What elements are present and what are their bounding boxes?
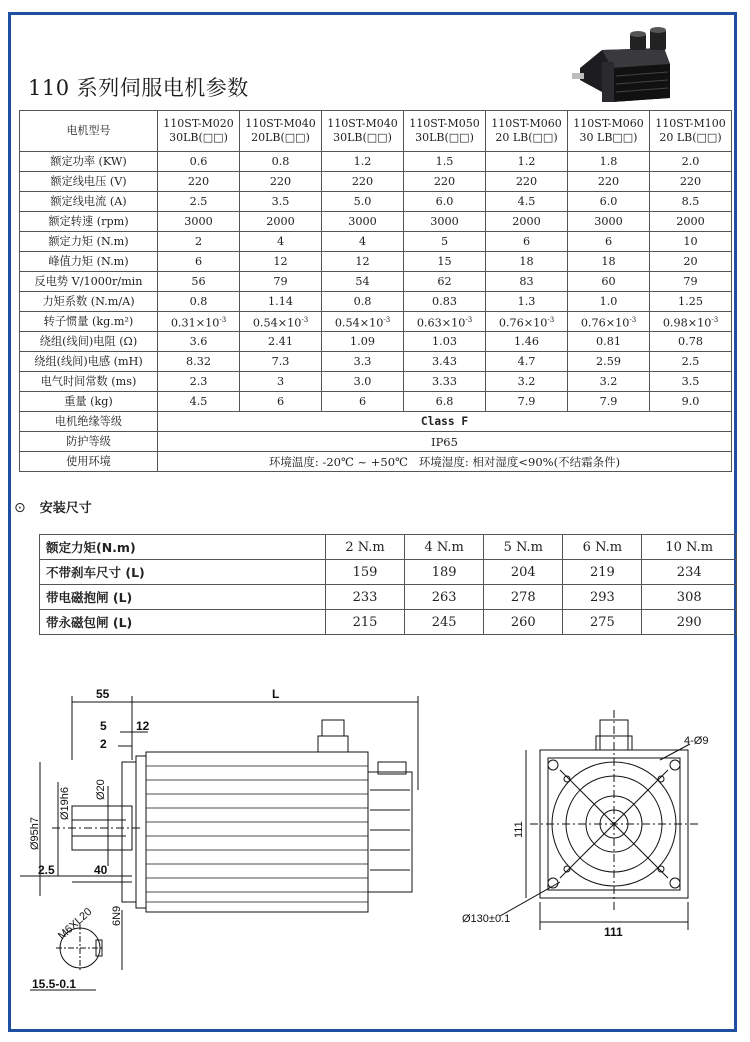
spec-value: 83 — [486, 272, 568, 292]
dim-value: 308 — [642, 585, 737, 610]
dim-value: 215 — [326, 610, 405, 635]
spec-value: $0.76\times 10^{-3}$ — [486, 312, 568, 332]
dim-value: 293 — [563, 585, 642, 610]
spec-value: 18 — [568, 252, 650, 272]
dim-5: 5 — [100, 719, 107, 733]
environment-value: 环境温度: -20℃ ~ +50℃ 环境湿度: 相对湿度<90%(不结霜条件) — [158, 452, 732, 472]
spec-row — [20, 332, 732, 352]
dim-value: 245 — [405, 610, 484, 635]
spec-value: 3000 — [322, 212, 404, 232]
spec-value: 12 — [240, 252, 322, 272]
spec-row-label: 力矩系数 (N.m/A) — [20, 292, 158, 312]
environment-label: 使用环境 — [20, 452, 158, 472]
model-cell: 110ST-M100 20 LB(□□) — [650, 111, 732, 152]
spec-value: 3.5 — [240, 192, 322, 212]
dim-value: 275 — [563, 610, 642, 635]
spec-row-label: 额定线电压 (V) — [20, 172, 158, 192]
spec-value: $0.76\times 10^{-3}$ — [568, 312, 650, 332]
spec-value: 0.6 — [158, 152, 240, 172]
spec-value: 12 — [322, 252, 404, 272]
dim-12: 12 — [136, 719, 150, 733]
spec-value: 2.5 — [650, 352, 732, 372]
spec-value: 1.2 — [322, 152, 404, 172]
spec-value: 3.2 — [568, 372, 650, 392]
spec-value: 3000 — [568, 212, 650, 232]
spec-value: 220 — [568, 172, 650, 192]
spec-value: 3.0 — [322, 372, 404, 392]
spec-value: 0.81 — [568, 332, 650, 352]
spec-value: 8.32 — [158, 352, 240, 372]
spec-value: 0.8 — [158, 292, 240, 312]
dim-L: L — [272, 687, 280, 701]
spec-header-label: 电机型号 — [20, 111, 158, 152]
spec-value: 3.2 — [486, 372, 568, 392]
spec-value: 4.5 — [158, 392, 240, 412]
spec-value: 1.0 — [568, 292, 650, 312]
spec-value: 6 — [568, 232, 650, 252]
spec-value: 2000 — [240, 212, 322, 232]
spec-value: 1.03 — [404, 332, 486, 352]
spec-value: 54 — [322, 272, 404, 292]
spec-value: 10 — [650, 232, 732, 252]
spec-value: $0.63\times 10^{-3}$ — [404, 312, 486, 332]
torque-header: 2 N.m — [326, 535, 405, 560]
spec-value: 5.0 — [322, 192, 404, 212]
spec-row — [20, 392, 732, 412]
spec-value: 1.14 — [240, 292, 322, 312]
dim-40: 40 — [94, 863, 108, 877]
spec-rows — [20, 152, 732, 412]
spec-value: 1.09 — [322, 332, 404, 352]
dim-value: 219 — [563, 560, 642, 585]
dim-15-5: 15.5-0.1 — [32, 977, 77, 991]
spec-value: 6.0 — [404, 192, 486, 212]
spec-value: 3 — [240, 372, 322, 392]
spec-value: 1.5 — [404, 152, 486, 172]
dim-2-5: 2.5 — [38, 863, 55, 877]
spec-row-label: 转子惯量 (kg.m²) — [20, 312, 158, 332]
spec-value: 3000 — [158, 212, 240, 232]
servo-motor-image — [572, 20, 682, 110]
spec-value: 9.0 — [650, 392, 732, 412]
spec-value: 7.3 — [240, 352, 322, 372]
dim-6n9: 6N9 — [111, 905, 123, 926]
spec-value: 2000 — [486, 212, 568, 232]
spec-row-label: 反电势 V/1000r/min — [20, 272, 158, 292]
spec-value: 2.59 — [568, 352, 650, 372]
insulation-label: 电机绝缘等级 — [20, 412, 158, 432]
spec-value: 220 — [322, 172, 404, 192]
spec-value: 2.41 — [240, 332, 322, 352]
dim-value: 260 — [484, 610, 563, 635]
spec-value: $0.54\times 10^{-3}$ — [240, 312, 322, 332]
spec-value: 8.5 — [650, 192, 732, 212]
spec-value: 18 — [486, 252, 568, 272]
model-cell: 110ST-M060 20 LB(□□) — [486, 111, 568, 152]
spec-row — [20, 212, 732, 232]
spec-value: 2000 — [650, 212, 732, 232]
spec-value: 0.78 — [650, 332, 732, 352]
spec-row — [20, 252, 732, 272]
dim-111-horizontal: 111 — [604, 925, 623, 939]
dim-value: 189 — [405, 560, 484, 585]
spec-value: 6 — [158, 252, 240, 272]
install-section-title: 安装尺寸 — [39, 501, 92, 516]
front-view-drawing — [500, 710, 700, 930]
side-view-drawing — [20, 696, 418, 990]
spec-row — [20, 192, 732, 212]
spec-value: 1.46 — [486, 332, 568, 352]
dim-value: 234 — [642, 560, 737, 585]
spec-row-label: 绕组(线间)电阻 (Ω) — [20, 332, 158, 352]
target-bullet-icon: ⊙ — [14, 500, 26, 516]
dim-2: 2 — [100, 737, 107, 751]
model-cell: 110ST-M050 30LB(□□) — [404, 111, 486, 152]
dimension-table — [39, 534, 737, 635]
spec-value: 3.43 — [404, 352, 486, 372]
spec-value: 1.8 — [568, 152, 650, 172]
protection-label: 防护等级 — [20, 432, 158, 452]
spec-value: $0.31\times 10^{-3}$ — [158, 312, 240, 332]
spec-value: 6.0 — [568, 192, 650, 212]
protection-value: IP65 — [158, 432, 732, 452]
dim-flange-dia: Ø95h7 — [29, 816, 41, 850]
dim-shaft-dia: Ø19h6 — [59, 786, 71, 820]
spec-row — [20, 352, 732, 372]
spec-value: 79 — [240, 272, 322, 292]
spec-value: 3000 — [404, 212, 486, 232]
dim-value: 290 — [642, 610, 737, 635]
installation-drawings — [0, 670, 750, 1040]
spec-value: 6.8 — [404, 392, 486, 412]
dim-value: 204 — [484, 560, 563, 585]
torque-header: 5 N.m — [484, 535, 563, 560]
spec-row-label: 峰值力矩 (N.m) — [20, 252, 158, 272]
spec-value: 220 — [650, 172, 732, 192]
spec-value: 7.9 — [486, 392, 568, 412]
spec-value: 62 — [404, 272, 486, 292]
dim-row — [40, 610, 737, 635]
spec-row-label: 额定转速 (rpm) — [20, 212, 158, 232]
page-title: 110 系列伺服电机参数 — [28, 76, 249, 100]
spec-value: 1.3 — [486, 292, 568, 312]
spec-value: 6 — [486, 232, 568, 252]
spec-value: 6 — [240, 392, 322, 412]
install-section-heading — [14, 497, 92, 516]
spec-value: 0.8 — [322, 292, 404, 312]
spec-row — [20, 152, 732, 172]
spec-value: 3.6 — [158, 332, 240, 352]
model-cell: 110ST-M020 30LB(□□) — [158, 111, 240, 152]
spec-value: 56 — [158, 272, 240, 292]
insulation-row — [20, 412, 732, 432]
dim-4-holes: 4-Ø9 — [684, 735, 709, 747]
dim-header-label: 额定力矩(N.m) — [40, 535, 326, 560]
spec-value: 1.2 — [486, 152, 568, 172]
spec-value: 2.0 — [650, 152, 732, 172]
spec-value: 7.9 — [568, 392, 650, 412]
dim-value: 159 — [326, 560, 405, 585]
dim-55: 55 — [96, 687, 110, 701]
torque-header: 10 N.m — [642, 535, 737, 560]
dim-130: Ø130±0.1 — [462, 913, 511, 925]
spec-header-row — [20, 111, 732, 152]
spec-row-label: 额定力矩 (N.m) — [20, 232, 158, 252]
torque-header: 4 N.m — [405, 535, 484, 560]
spec-row-label: 额定线电流 (A) — [20, 192, 158, 212]
spec-value: 4.7 — [486, 352, 568, 372]
spec-value: 220 — [404, 172, 486, 192]
environment-row — [20, 452, 732, 472]
spec-value: 4 — [322, 232, 404, 252]
spec-value: 220 — [158, 172, 240, 192]
motor-spec-table — [19, 110, 732, 472]
dim-value: 233 — [326, 585, 405, 610]
spec-value: $0.54\times 10^{-3}$ — [322, 312, 404, 332]
spec-value: 3.33 — [404, 372, 486, 392]
model-cell: 110ST-M060 30 LB□□) — [568, 111, 650, 152]
spec-value: 3.5 — [650, 372, 732, 392]
dim-rows — [40, 560, 737, 635]
spec-value: 6 — [322, 392, 404, 412]
dim-20: Ø20 — [95, 779, 107, 800]
spec-row — [20, 172, 732, 192]
spec-value: 220 — [486, 172, 568, 192]
spec-value: 79 — [650, 272, 732, 292]
spec-value: 0.8 — [240, 152, 322, 172]
spec-value: 4.5 — [486, 192, 568, 212]
dim-key-thread: M6XL20 — [55, 905, 95, 943]
model-cell: 110ST-M040 20LB(□□) — [240, 111, 322, 152]
torque-header: 6 N.m — [563, 535, 642, 560]
spec-row — [20, 272, 732, 292]
spec-value: 2.3 — [158, 372, 240, 392]
spec-row-label: 绕组(线间)电感 (mH) — [20, 352, 158, 372]
dim-header-row — [40, 535, 737, 560]
spec-value: 20 — [650, 252, 732, 272]
insulation-value: Class F — [158, 412, 732, 432]
dim-row — [40, 560, 737, 585]
spec-value: 3.3 — [322, 352, 404, 372]
dim-value: 263 — [405, 585, 484, 610]
model-cell: 110ST-M040 30LB(□□) — [322, 111, 404, 152]
dim-111-vertical: 111 — [513, 821, 525, 838]
spec-value: 0.83 — [404, 292, 486, 312]
spec-value: 2.5 — [158, 192, 240, 212]
spec-value: 5 — [404, 232, 486, 252]
spec-value: $0.98\times 10^{-3}$ — [650, 312, 732, 332]
spec-value: 60 — [568, 272, 650, 292]
spec-value: 15 — [404, 252, 486, 272]
spec-row — [20, 292, 732, 312]
dim-row — [40, 585, 737, 610]
spec-row-label: 电气时间常数 (ms) — [20, 372, 158, 392]
dim-row-label: 不带刹车尺寸 (L) — [40, 560, 326, 585]
dim-row-label: 带永磁包闸 (L) — [40, 610, 326, 635]
spec-row-label: 重量 (kg) — [20, 392, 158, 412]
protection-row — [20, 432, 732, 452]
spec-value: 4 — [240, 232, 322, 252]
spec-row — [20, 232, 732, 252]
spec-row — [20, 312, 732, 332]
spec-value: 2 — [158, 232, 240, 252]
spec-row-label: 额定功率 (KW) — [20, 152, 158, 172]
spec-value: 1.25 — [650, 292, 732, 312]
dim-value: 278 — [484, 585, 563, 610]
dim-row-label: 带电磁抱闸 (L) — [40, 585, 326, 610]
spec-value: 220 — [240, 172, 322, 192]
spec-row — [20, 372, 732, 392]
